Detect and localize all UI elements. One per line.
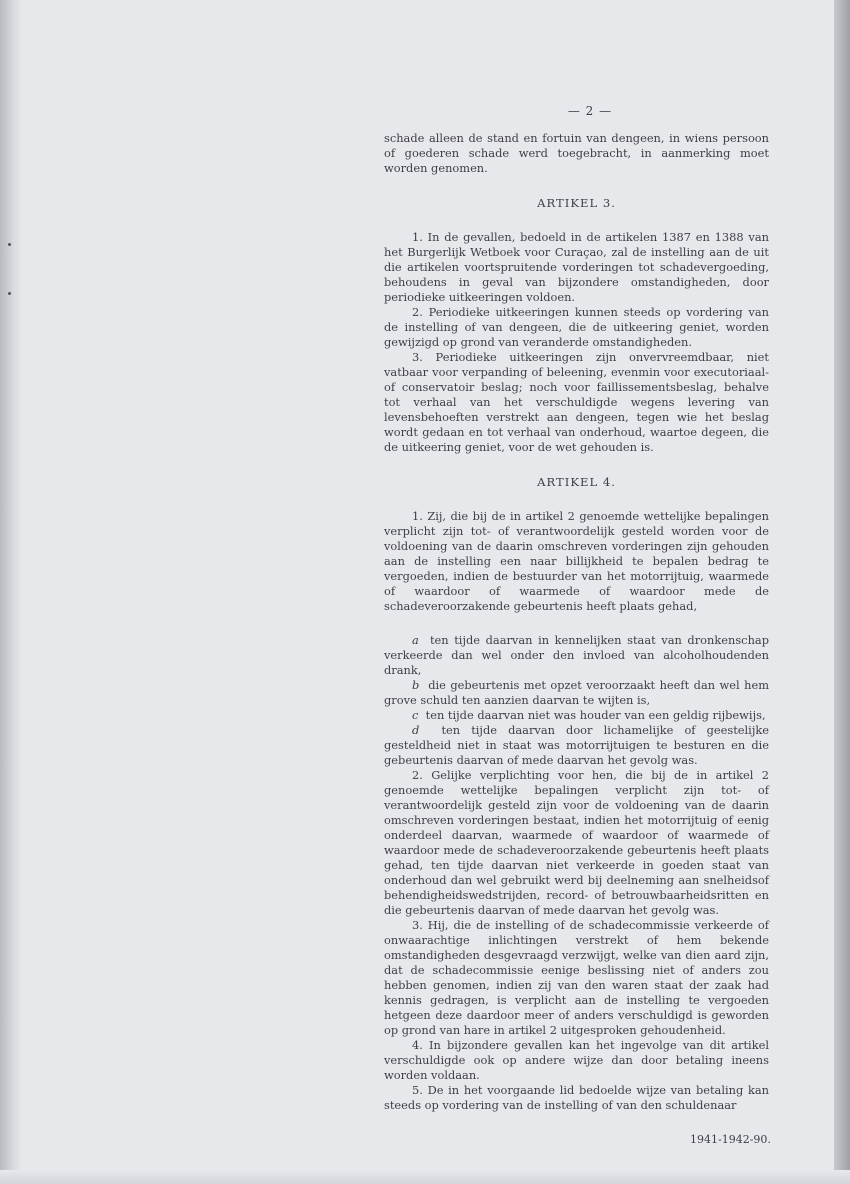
art4-sub-d (384, 723, 769, 768)
sub-text: ten tijde daarvan door lichamelijke of geestelijke gesteldheid niet in staat was motorrijtuigen te besturen en die gebeurtenis daarvan of mede daarvan het gevolg was. (384, 723, 769, 767)
art4-sub-b (384, 678, 769, 708)
art4-sub-a (384, 633, 769, 678)
art4-paragraph-2: 2. Gelijke verplichting voor hen, die bij de in artikel 2 genoemde wettelijke bepalingen verplicht zijn tot- of verantwoordelijk gesteld zijn voor de voldoening van de daarin omschreven vorderingen bestaat, indien het motorrijtuig of eenig onderdeel daarvan, waarmede of waardoor of waarmede of waardoor mede de schadeveroorzakende gebeurtenis heeft plaats gehad, ten tijde daarvan niet verkeerde in goeden staat van onderhoud dan wel gebruikt werd bij deelneming aan snelheidsof behendigheidswedstrijden, record- of betrouwbaarheidsritten en die gebeurtenis daarvan of mede daarvan het gevolg was. (384, 768, 769, 917)
page-right-edge (834, 0, 850, 1184)
footer-reference: 1941-1942-90. (690, 1133, 771, 1146)
article-3-heading: ARTIKEL 3. (537, 196, 616, 210)
art4-paragraph-5: 5. De in het voorgaande lid bedoelde wijze van betaling kan steeds op vordering van de instelling of van den schuldenaar (384, 1083, 769, 1112)
spacer (384, 614, 769, 633)
art4-paragraph-1: 1. Zij, die bij de in artikel 2 genoemde wettelijke bepalingen verplicht zijn tot- of verantwoordelijk gesteld worden voor de voldoening van de daarin omschreven vorderingen zijn gehouden aan de instelling een naar billijkheid te bepalen bedrag te vergoeden, indien de bestuurder van het motorrijtuig, waarmede of waardoor of waarmede of waardoor mede de schadeveroorzakende gebeurtenis heeft plaats gehad, (384, 509, 769, 613)
sub-letter: c (412, 708, 419, 722)
intro-paragraph: schade alleen de stand en fortuin van dengeen, in wiens persoon of goederen schade werd toegebracht, in aanmerking moet worden genomen. (384, 131, 769, 175)
sub-letter: d (412, 723, 420, 737)
margin-mark (8, 292, 11, 295)
art3-paragraph-2: 2. Periodieke uitkeeringen kunnen steeds op vordering van de instelling of van dengeen, die de uitkeering geniet, worden gewijzigd op grond van veranderde omstandigheden. (384, 305, 769, 349)
art3-paragraph-3: 3. Periodieke uitkeeringen zijn onvervreemdbaar, niet vatbaar voor verpanding of beleening, evenmin voor executoriaal- of conservatoir beslag; noch voor faillissementsbeslag, behalve tot verhaal van het verschuldigde wegens levering van levensbehoeften verstrekt aan dengeen, tegen wie het beslag wordt gedaan en tot verhaal van onderhoud, waartoe degeen, die de uitkeering geniet, voor de wet gehouden is. (384, 350, 769, 454)
page-number: — 2 — (567, 104, 613, 118)
page-bottom-edge (0, 1170, 850, 1184)
art3-paragraph-1: 1. In de gevallen, bedoeld in de artikelen 1387 en 1388 van het Burgerlijk Wetboek voor Curaçao, zal de instelling aan de uit die artikelen voortspruitende vorderingen tot schadevergoeding, behoudens in geval van bijzondere omstandigheden, door periodieke uitkeeringen voldoen. (384, 230, 769, 304)
sub-letter: b (412, 678, 420, 692)
page-fold-shadow (0, 0, 22, 1184)
sub-text: ten tijde daarvan niet was houder van een geldig rijbewijs, (425, 708, 766, 722)
art4-sub-c (384, 708, 769, 723)
sub-text: ten tijde daarvan in kennelijken staat van dronkenschap verkeerde dan wel onder den invloed van alcoholhoudenden drank, (384, 633, 769, 677)
margin-mark (8, 243, 11, 246)
text-column (384, 131, 769, 1113)
article-4-heading: ARTIKEL 4. (537, 475, 616, 489)
art4-paragraph-3: 3. Hij, die de instelling of de schadecommissie verkeerde of onwaarachtige inlichtingen verstrekt of hem bekende omstandigheden desgevraagd verzwijgt, welke van dien aard zijn, dat de schadecommissie eenige beslissing niet of anders zou hebben genomen, indien zij van den waren staat der zaak had kennis gedragen, is verplicht aan de instelling te vergoeden hetgeen deze daardoor meer of anders verschuldigd is geworden op grond van hare in artikel 2 uitgesproken gehoudenheid. (384, 918, 769, 1037)
sub-letter: a (412, 633, 419, 647)
art4-paragraph-4: 4. In bijzondere gevallen kan het ingevolge van dit artikel verschuldigde ook op andere wijze dan door betaling ineens worden voldaan. (384, 1038, 769, 1082)
sub-text: die gebeurtenis met opzet veroorzaakt heeft dan wel hem grove schuld ten aanzien daarvan te wijten is, (384, 678, 769, 707)
